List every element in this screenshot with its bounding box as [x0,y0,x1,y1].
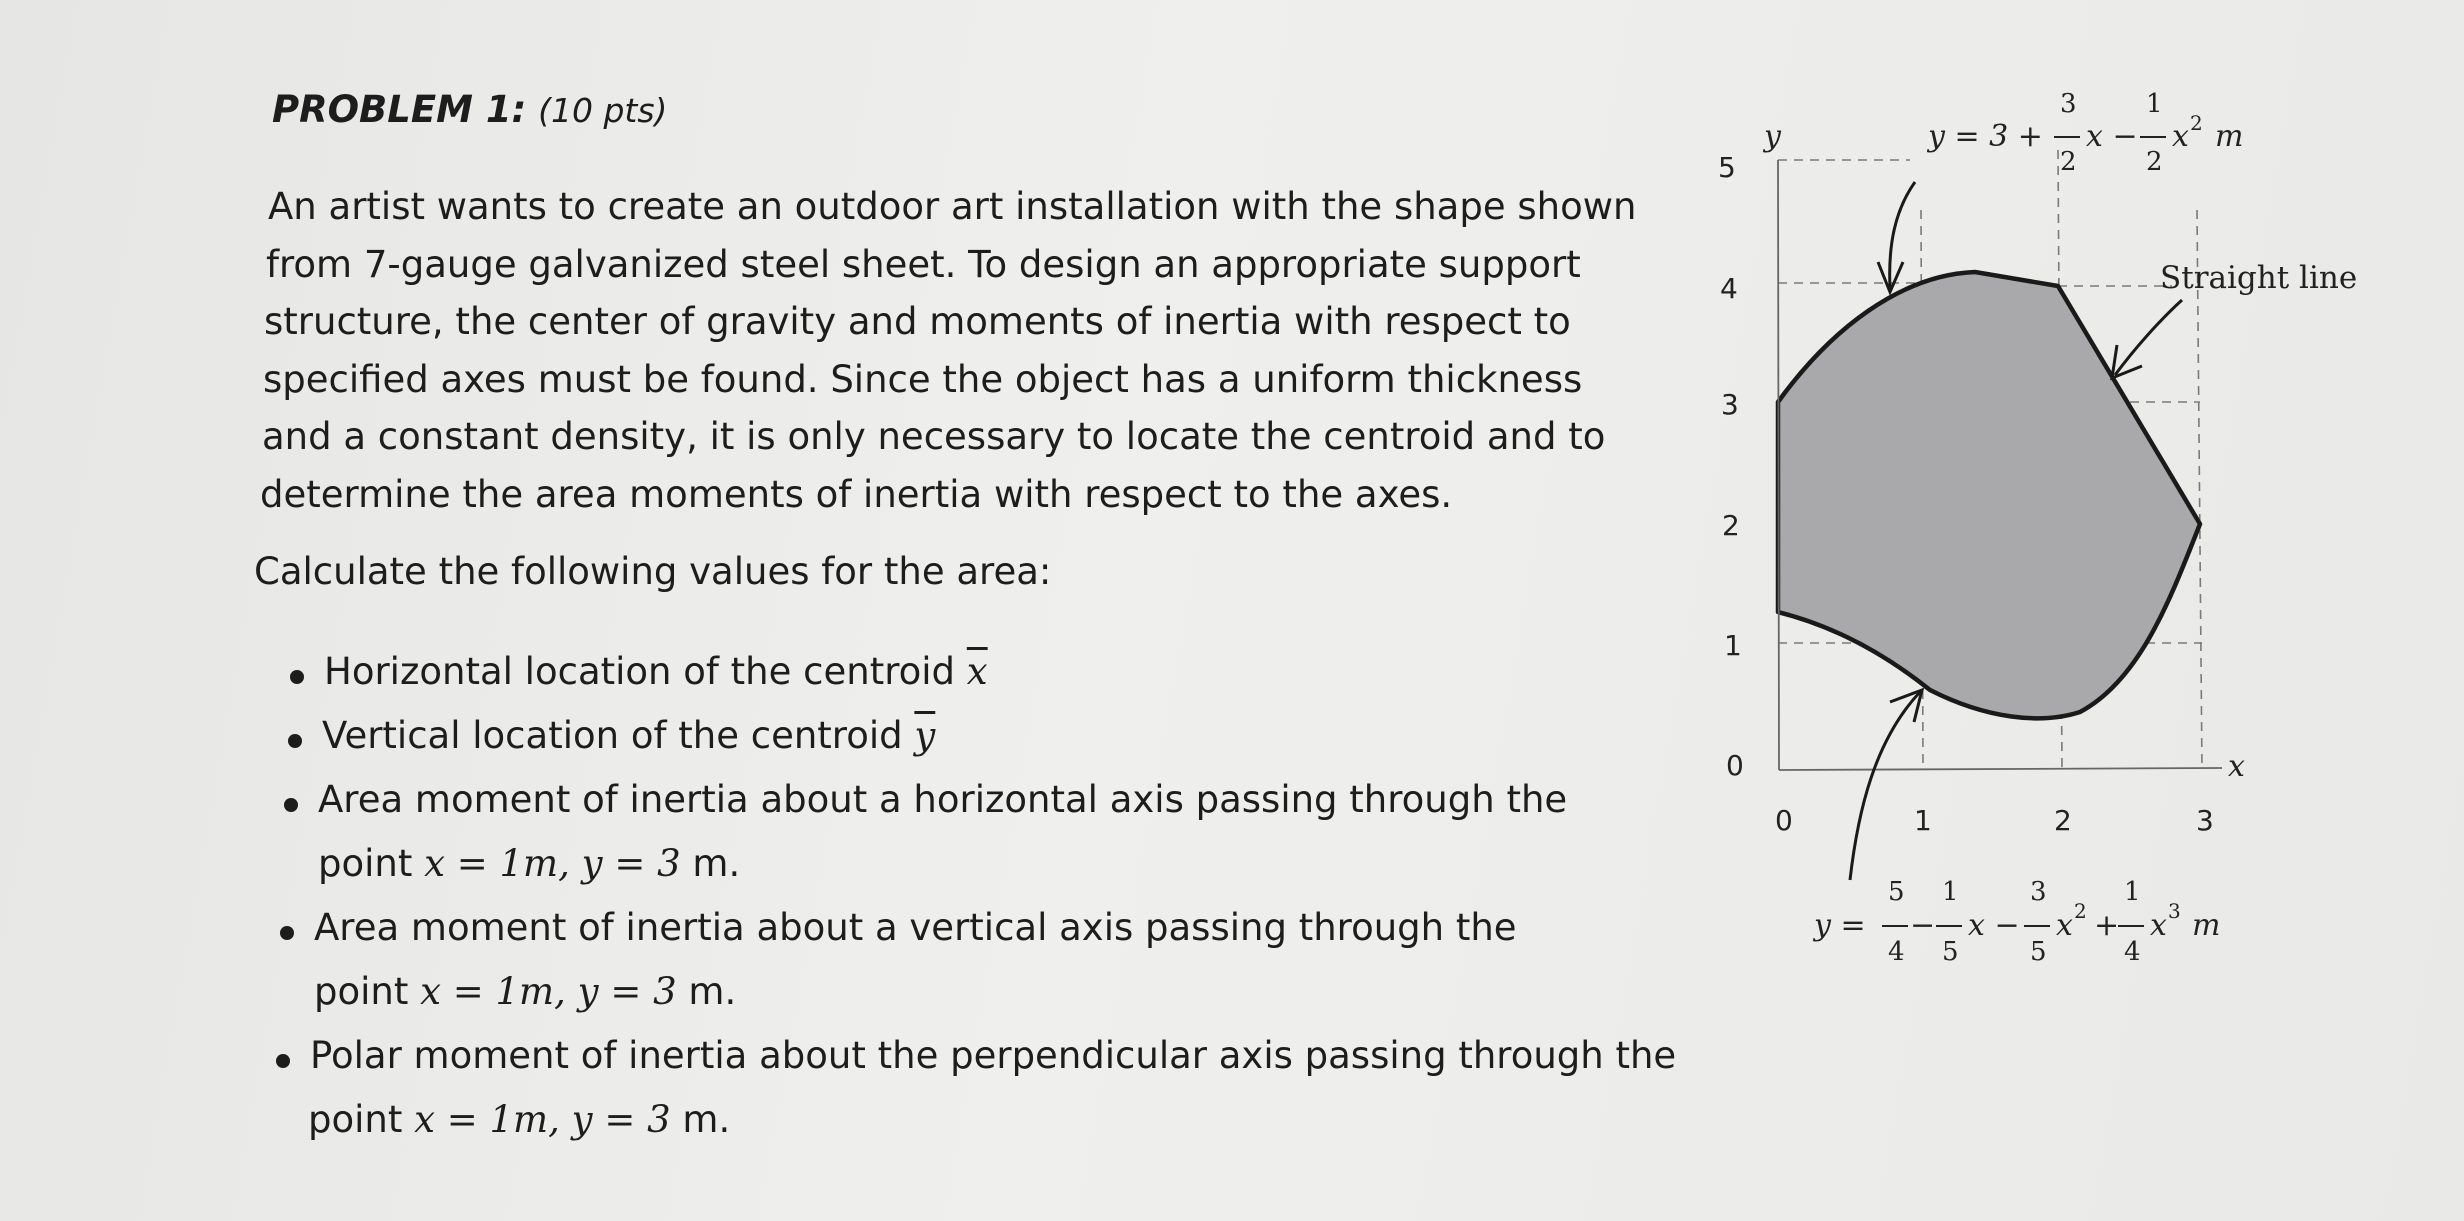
svg-text:+: + [2094,908,2120,943]
description-line: specified axes must be found. Since the object has a uniform thickness [263,357,1583,401]
x-tick-label: 3 [2196,804,2214,837]
description-line: An artist wants to create an outdoor art installation with the shape shown [268,185,1637,228]
question-point-line: point x = 1m, y = 3 m. [308,1098,731,1141]
problem-points: (10 pts) [538,91,668,130]
y-tick-label: 1 [1724,629,1742,662]
point-coordinates: x = 1m, y = 3 [414,1098,671,1141]
svg-text:5: 5 [1888,877,1905,907]
svg-text:1: 1 [1942,877,1959,907]
description-line: from 7-gauge galvanized steel sheet. To design an appropriate support [266,242,1581,286]
point-coordinates: x = 1m, y = 3 [424,842,681,885]
svg-text:x: x [2172,119,2189,154]
straight-line-arrow [2115,300,2182,375]
svg-text:x: x [2056,908,2073,943]
svg-text:3: 3 [2030,877,2047,907]
y-tick-label: 2 [1722,509,1740,542]
svg-text:5: 5 [2030,937,2047,967]
x-tick-label: 2 [2054,804,2072,837]
bottom-curve-equation [1812,877,2220,967]
top-curve-arrow [1890,182,1915,288]
question-text: Horizontal location of the centroid [324,650,967,693]
y-tick-label: 5 [1718,151,1736,184]
svg-text:3: 3 [2060,89,2077,119]
problem-label: PROBLEM 1: [272,88,527,131]
svg-text:−: − [1910,908,1936,943]
x-tick-label: 1 [1914,804,1932,837]
y-tick-label: 4 [1720,272,1738,305]
svg-text:y = 3 +: y = 3 + [1928,119,2043,154]
bottom-curve-arrow [1850,692,1920,880]
description-line: determine the area moments of inertia with respect to the axes. [260,472,1453,516]
svg-text:x: x [2150,908,2167,943]
svg-text:2: 2 [2074,899,2087,923]
centroid-x-symbol: $\overline{x}$ [966,650,988,693]
svg-text:1: 1 [2146,89,2163,119]
svg-text:2: 2 [2146,147,2163,177]
svg-text:4: 4 [2124,937,2141,967]
svg-text:5: 5 [1942,937,1959,967]
svg-text:1: 1 [2124,877,2141,907]
svg-text:m: m [2215,119,2244,154]
x-axis-label: x [2228,749,2245,784]
svg-text:4: 4 [1888,937,1905,967]
svg-text:3: 3 [2168,899,2181,923]
svg-text:m: m [2192,908,2221,943]
question-point-line: point x = 1m, y = 3 m. [314,970,737,1013]
svg-text:2: 2 [2060,147,2077,177]
problem-prompt: Calculate the following values for the area: [254,550,1052,593]
y-axis-label: y [1764,119,1781,154]
svg-text:x −: x − [2086,119,2138,154]
question-text: Polar moment of inertia about the perpendicular axis passing through the [310,1034,1677,1077]
svg-text:y =: y = [1814,908,1866,943]
centroid-y-symbol: $\overline{y}$ [914,714,936,757]
x-tick-label: 0 [1775,804,1793,837]
svg-text:2: 2 [2190,111,2203,135]
question-text: Area moment of inertia about a vertical axis passing through the [314,906,1517,949]
y-tick-label: 0 [1726,749,1744,782]
question-text: Area moment of inertia about a horizontal axis passing through the [318,778,1568,821]
straight-line-label: Straight line [2160,260,2358,296]
top-curve-equation [1926,89,2243,177]
steel-sheet-shape [1778,272,2200,718]
description-line: structure, the center of gravity and moments of inertia with respect to [264,300,1571,343]
x-axis [1779,768,2222,770]
question-text: Vertical location of the centroid [322,714,915,757]
point-coordinates: x = 1m, y = 3 [420,970,677,1013]
description-line: and a constant density, it is only necessary to locate the centroid and to [262,415,1606,458]
y-tick-label: 3 [1721,388,1739,421]
question-point-line: point x = 1m, y = 3 m. [318,842,741,885]
svg-text:x −: x − [1968,908,2020,943]
y-axis [1778,160,1779,770]
